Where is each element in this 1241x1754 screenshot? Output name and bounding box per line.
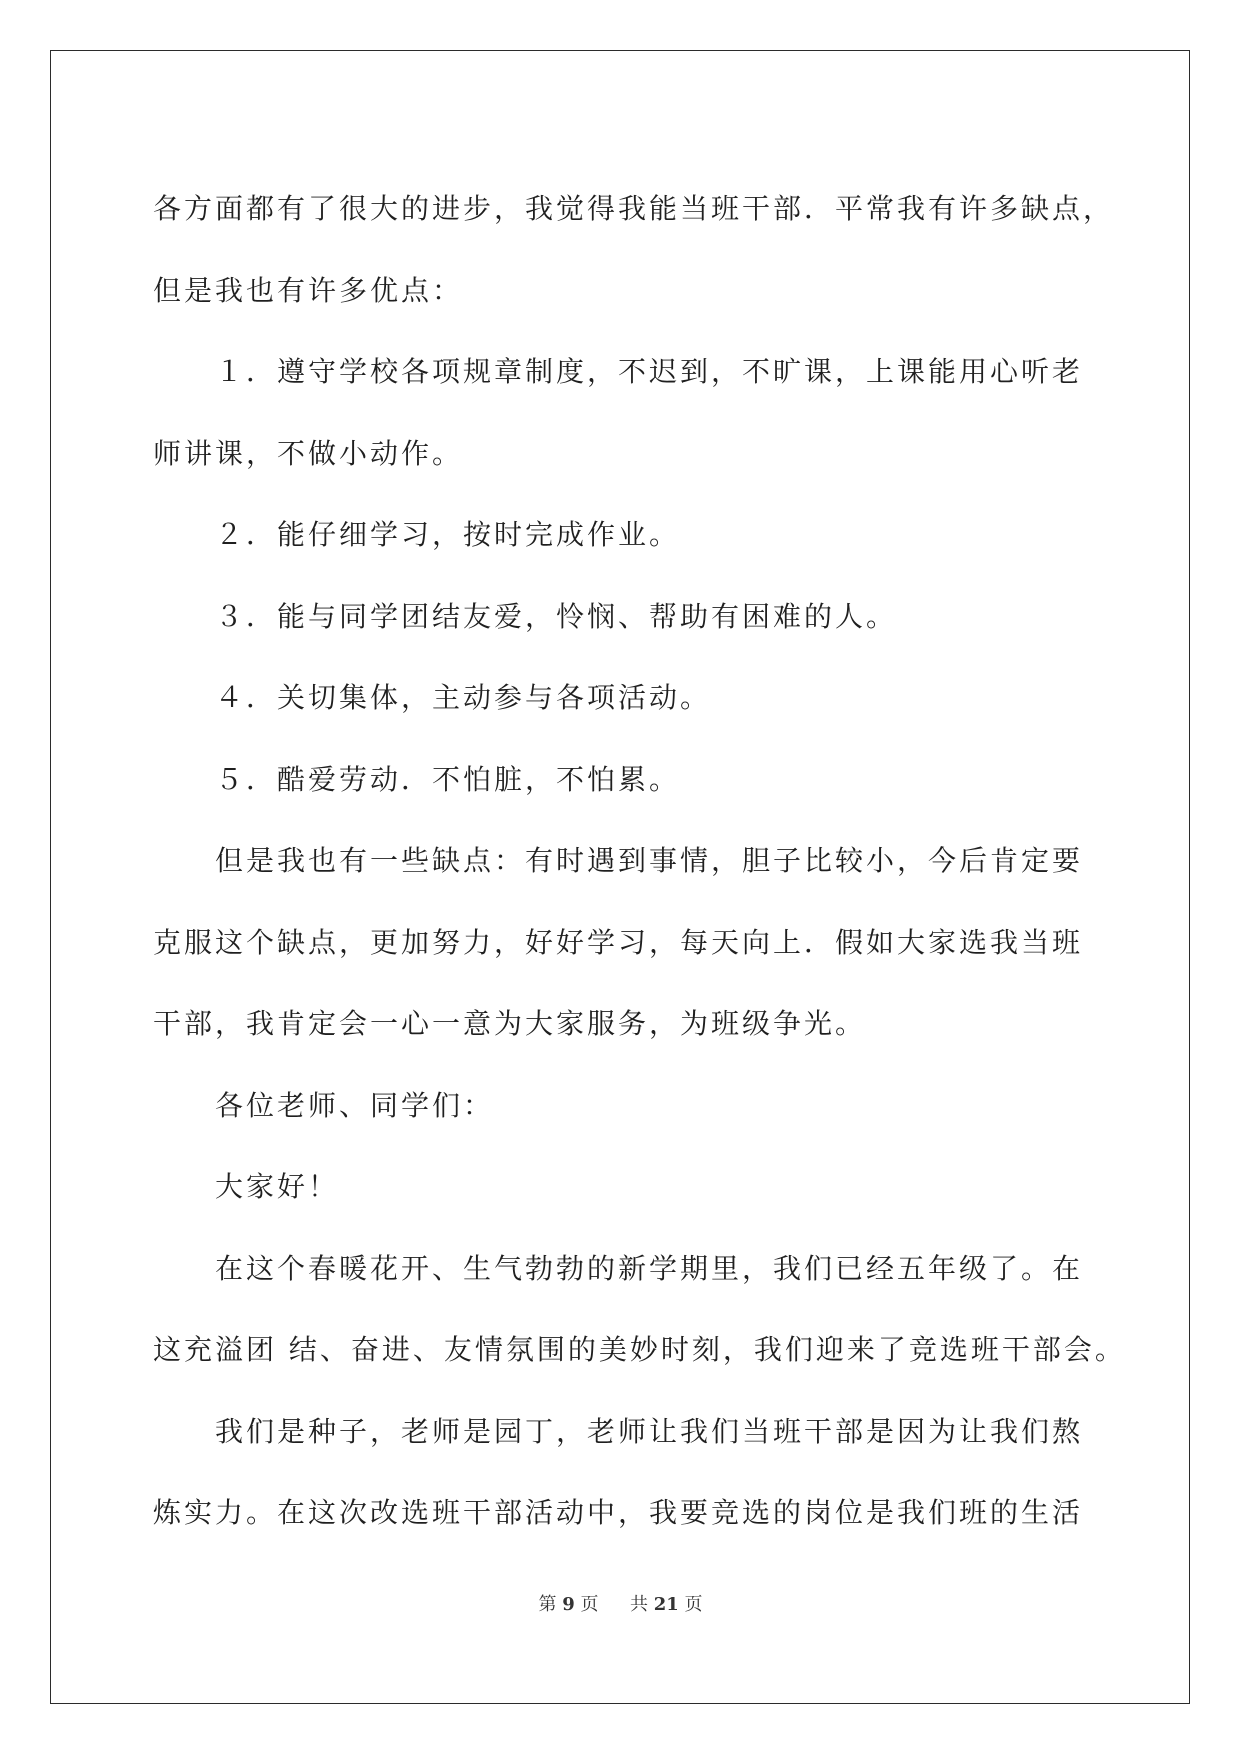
document-body <box>153 168 1126 1554</box>
list-item: １．遵守学校各项规章制度，不迟到，不旷课，上课能用心听老 <box>215 355 1084 388</box>
paragraph-start: 我们是种子，老师是园丁，老师让我们当班干部是因为让我们熬 <box>215 1414 1084 1448</box>
paragraph-start: 在这个春暖花开、生气勃勃的新学期里，我们已经五年级了。在 <box>215 1251 1084 1285</box>
list-item: ５．酷爱劳动．不怕脏，不怕累。 <box>215 762 681 796</box>
body-line: 但是我也有许多优点： <box>153 273 464 307</box>
total-prefix: 共 <box>629 1594 648 1615</box>
body-line: 师讲课，不做小动作。 <box>153 436 464 470</box>
current-page-number: 9 <box>562 1594 575 1615</box>
list-item: ４．关切集体，主动参与各项活动。 <box>215 681 712 714</box>
body-line: 炼实力。在这次改选班干部活动中，我要竞选的岗位是我们班的生活 <box>153 1496 1084 1529</box>
page-suffix: 页 <box>580 1594 599 1615</box>
body-line: 干部，我肯定会一心一意为大家服务，为班级争光。 <box>153 1007 867 1040</box>
total-suffix: 页 <box>684 1594 703 1615</box>
body-line: 这充溢团 结、奋进、友情氛围的美妙时刻，我们迎来了竞选班干部会。 <box>153 1333 1126 1366</box>
body-line: 各方面都有了很大的进步，我觉得我能当班干部．平常我有许多缺点， <box>153 192 1115 225</box>
total-pages-number: 21 <box>653 1594 679 1615</box>
paragraph-start: 但是我也有一些缺点：有时遇到事情，胆子比较小，今后肯定要 <box>215 844 1084 877</box>
list-item: ２．能仔细学习，按时完成作业。 <box>215 518 681 551</box>
page-prefix: 第 <box>538 1594 557 1615</box>
salutation: 各位老师、同学们： <box>215 1088 495 1122</box>
page-footer <box>0 1590 1241 1616</box>
list-item: ３．能与同学团结友爱，怜悯、帮助有困难的人。 <box>215 599 898 633</box>
body-line: 克服这个缺点，更加努力，好好学习，每天向上．假如大家选我当班 <box>153 925 1084 959</box>
greeting: 大家好！ <box>215 1170 340 1203</box>
